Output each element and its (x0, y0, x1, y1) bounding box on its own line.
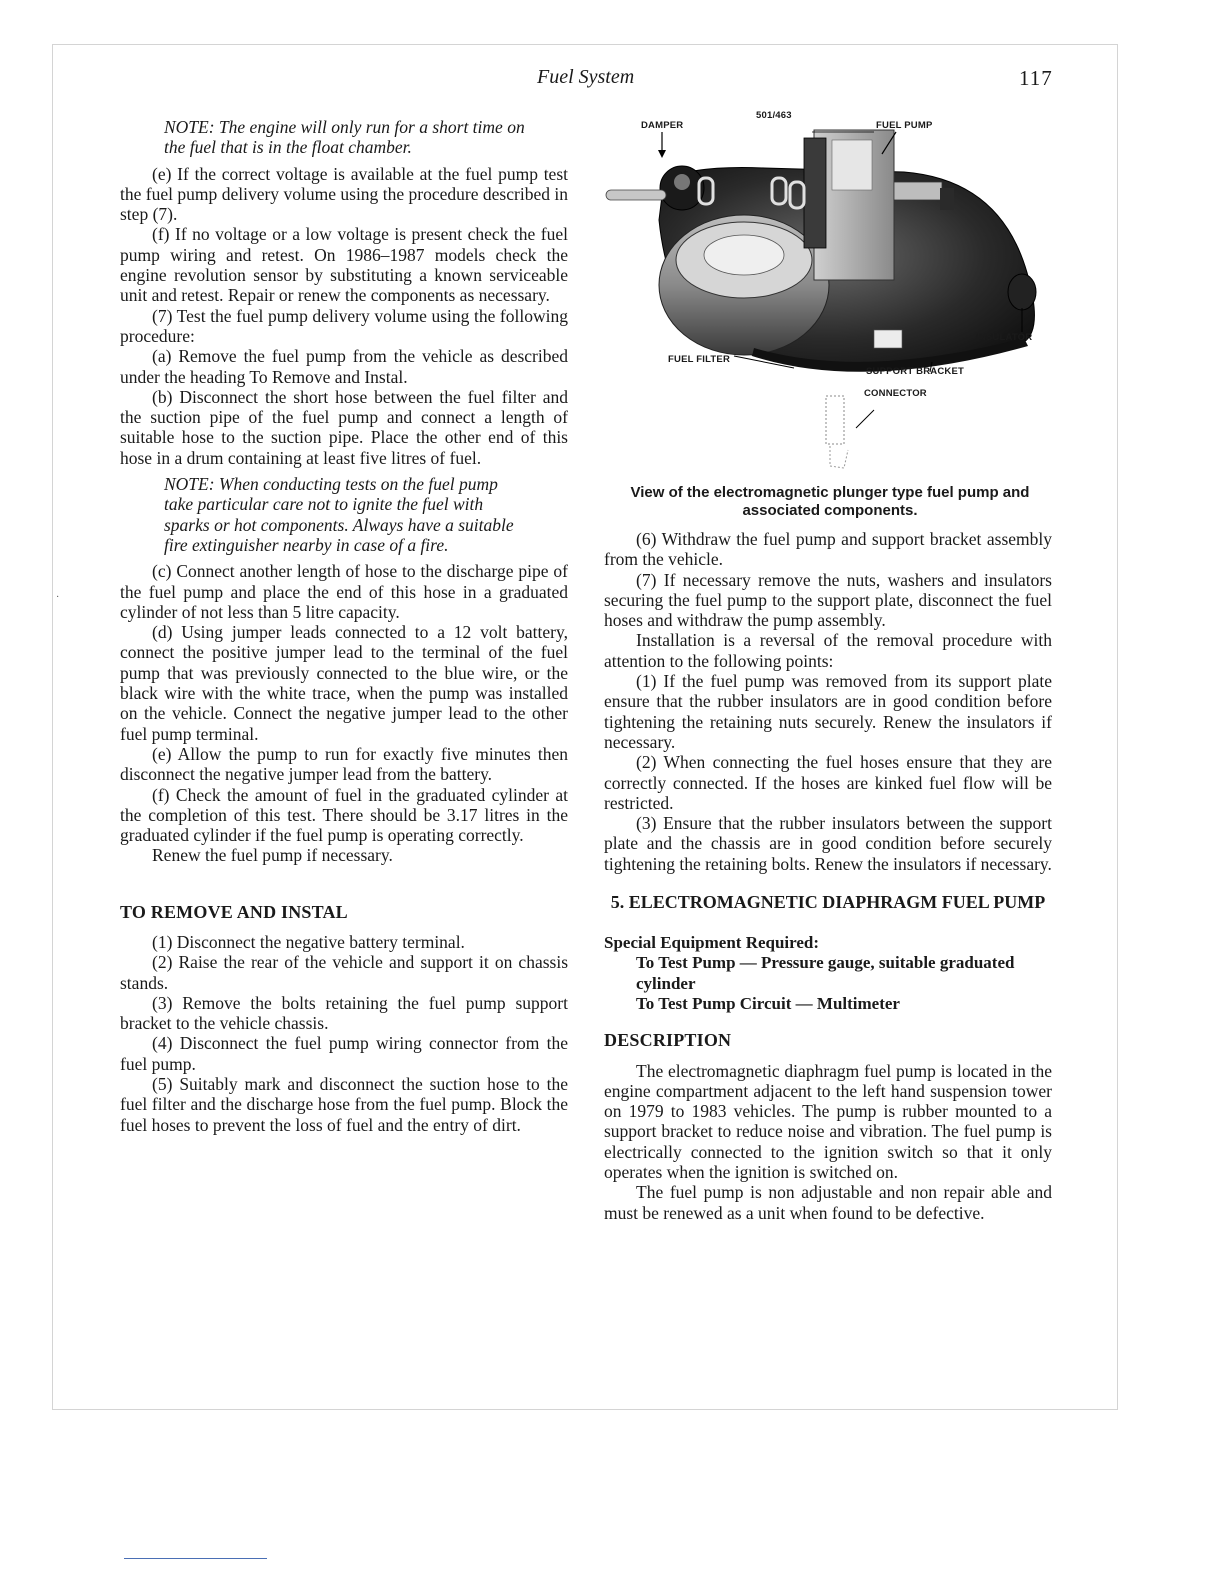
label-fuel-filter: FUEL FILTER (668, 354, 731, 365)
paragraph: (1) Disconnect the negative battery terminal. (152, 931, 465, 952)
paragraph: (6) Withdraw the fuel pump and support bracket assembly from the vehicle. (604, 529, 1052, 570)
label-connector: CONNECTOR (864, 388, 927, 399)
paragraph: (7) Test the fuel pump delivery volume using the following procedure: (120, 305, 568, 346)
paragraph: (f) If no voltage or a low voltage is present check the fuel pump wiring and retest. On 1986–1987 models check the engine revolution sensor by substituting a known serviceable unit and retest. Repair or renew the components as necessary. (120, 224, 568, 306)
paragraph: The fuel pump is non adjustable and non repair able and must be renewed as a unit when found to be defective. (604, 1182, 1052, 1223)
section-heading-diaphragm-pump: 5. ELECTROMAGNETIC DIAPHRAGM FUEL PUMP (610, 892, 1046, 913)
footer-rule (124, 1558, 267, 1559)
right-column (604, 529, 1052, 1223)
paragraph: (4) Disconnect the fuel pump wiring connector from the fuel pump. (120, 1033, 568, 1074)
paragraph: The electromagnetic diaphragm fuel pump is located in the engine compartment adjacent to the left hand suspension tower on 1979 to 1983 vehicles. The pump is rubber mounted to a support bracket to reduce noise and vibration. The fuel pump is electrically connected to the ignition switch so that it only operates when the ignition is switched on. (604, 1060, 1052, 1183)
paragraph: (5) Suitably mark and disconnect the suction hose to the fuel filter and the discharge hose from the fuel pump. Block the fuel hoses to prevent the loss of fuel and the entry of dirt. (120, 1074, 568, 1135)
special-equipment-list (604, 933, 1052, 1014)
equipment-item: To Test Pump — Pressure gauge, suitable graduated cylinder (636, 953, 1015, 993)
section-heading-description: DESCRIPTION (604, 1030, 732, 1051)
paragraph: (7) If necessary remove the nuts, washers and insulators securing the fuel pump to the support plate, disconnect the fuel hoses and withdraw the pump assembly. (604, 569, 1052, 631)
label-support-bracket: SUPPORT BRACKET (866, 366, 965, 377)
paragraph: (f) Check the amount of fuel in the graduated cylinder at the completion of this test. There should be 3.17 litres in the graduated cylinder if the fuel pump is operating correctly. (120, 784, 568, 846)
equipment-heading: Special Equipment Required: (604, 933, 820, 953)
equipment-item: To Test Pump Circuit — Multimeter (636, 993, 900, 1013)
section-heading-remove-instal: TO REMOVE AND INSTAL (120, 901, 348, 922)
note-fire-safety: NOTE: When conducting tests on the fuel pump take particular care not to ignite the fuel with sparks or hot components. Always have a suitable fire extinguisher nearby in case of a fire. (164, 474, 514, 555)
paragraph: (1) If the fuel pump was removed from its support plate ensure that the rubber insulators are in good condition before tightening the retaining nuts securely. Renew the insulators if necessary. (604, 671, 1052, 752)
scan-mark: · (56, 592, 60, 603)
figure-caption: View of the electromagnetic plunger type fuel pump and associated components. (630, 484, 1030, 519)
paragraph: (3) Ensure that the rubber insulators between the support plate and the chassis are in good condition before securely tightening the retaining bolts. Renew the insulators if necessary. (604, 813, 1052, 874)
fuel-pump-illustration (604, 110, 1056, 482)
label-damper: DAMPER (641, 120, 684, 131)
paragraph: (3) Remove the bolts retaining the fuel pump support bracket to the vehicle chassis. (120, 992, 568, 1034)
page-number: 117 (1019, 66, 1053, 90)
left-column (120, 117, 568, 1135)
note-float-chamber: NOTE: The engine will only run for a short time on the fuel that is in the float chamber. (164, 117, 525, 158)
paragraph: (e) Allow the pump to run for exactly five minutes then disconnect the negative jumper lead from the battery. (120, 743, 568, 785)
paragraph: (2) When connecting the fuel hoses ensure that they are correctly connected. If the hoses are kinked fuel flow will be restricted. (604, 752, 1052, 813)
paragraph: (d) Using jumper leads connected to a 12 volt battery, connect the positive jumper lead to the terminal of the fuel pump that was previously connected to the blue wire, or the black wire with the white trace, when the pump was installed on the vehicle. Connect the negative jumper lead to the other fuel pump terminal. (120, 622, 568, 744)
paragraph: (b) Disconnect the short hose between the fuel filter and the suction pipe of the fuel pump and connect a length of suitable hose to the suction pipe. Place the other end of this hose in a drum containing at least five litres of fuel. (120, 386, 568, 468)
paragraph: Renew the fuel pump if necessary. (152, 845, 393, 866)
label-fuel-pump: FUEL PUMP (876, 120, 933, 131)
label-insulator: INSULATOR (976, 332, 1033, 343)
figure-reference: 501/463 (756, 110, 792, 121)
paragraph: (e) If the correct voltage is available at the fuel pump test the fuel pump delivery volume using the procedure described in step (7). (120, 163, 568, 225)
paragraph: (a) Remove the fuel pump from the vehicle as described under the heading To Remove and Instal. (120, 346, 568, 387)
fuel-pump-figure (604, 110, 1056, 482)
paragraph: (2) Raise the rear of the vehicle and support it on chassis stands. (120, 952, 568, 993)
paragraph: (c) Connect another length of hose to the discharge pipe of the fuel pump and place the end of this hose in a graduated cylinder of not less than 5 litre capacity. (120, 561, 568, 622)
paragraph: Installation is a reversal of the removal procedure with attention to the following points: (604, 630, 1052, 671)
running-head: Fuel System (537, 66, 635, 88)
